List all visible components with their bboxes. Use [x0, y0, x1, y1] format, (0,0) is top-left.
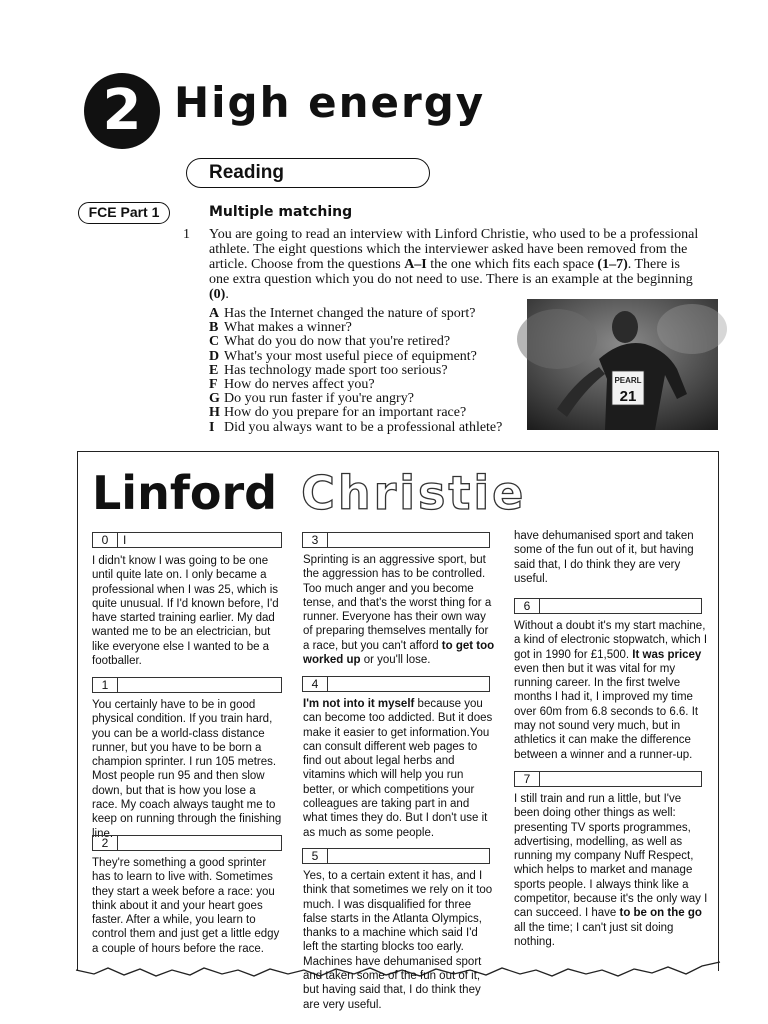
question-letter: I: [209, 419, 215, 435]
gap-box-4[interactable]: [302, 676, 490, 692]
question-list: [209, 307, 529, 435]
question-item: [209, 321, 529, 335]
article-paragraph-5-continued: have dehumanised sport and taken some of the fun out of it, but having said that, I do think they are very useful.: [514, 530, 694, 585]
article-paragraph-1: You certainly have to be in good physical condition. If you train hard, you can be a world-class distance runner, but you have to be born a champion sprinter. I run 105 metres. Most people run 95 and then slow down, but that is how you lose a race. My coach always taught me to keep on running through the finishing line.: [92, 699, 282, 840]
question-item: [209, 335, 529, 349]
article-headline: [92, 466, 527, 520]
question-item: [209, 378, 529, 392]
question-letter: G: [209, 391, 220, 407]
question-letter: E: [209, 362, 219, 378]
question-item: [209, 421, 529, 435]
paragraph-text: I still train and run a little, but I've been doing other things as well: presenting TV sports programmes, advertising, modelling, as well as running my company Nuff Respect, which helps to market and manage sports people. I always think like a competitor, because it's the only way I can succeed. I have: [514, 793, 708, 920]
article-paragraph-2: They're something a good sprinter has to learn to live with. Sometimes they start a week before a race: you think about it and your heart goes faster. After a while, you learn to control them and just get a little edgy a couple of hours before the race.: [92, 857, 280, 955]
gap-number: 1: [93, 678, 118, 692]
paragraph-bold-phrase: to get too worked up: [303, 639, 495, 667]
instructions-example: (0): [209, 287, 226, 302]
question-item: [209, 406, 529, 420]
gap-box-1[interactable]: [92, 677, 282, 693]
article-paragraph-3: [303, 553, 495, 667]
paragraph-bold-phrase: to be on the go: [619, 907, 702, 920]
unit-title: High energy: [174, 78, 486, 127]
question-letter: A: [209, 306, 220, 321]
gap-number: 2: [93, 836, 118, 850]
question-item: [209, 350, 529, 364]
gap-number: 3: [303, 533, 328, 547]
question-letter: C: [209, 334, 220, 350]
exam-part-label: FCE Part 1: [78, 202, 170, 224]
paragraph-text: because you can become too addicted. But it does make it easier to get information.You can consult different web pages to find out about legal herbs and vitamins which will help you run better, or which competitions your colleagues are taking part in and what times they do. But I don't use it as much as some people.: [303, 698, 493, 839]
question-text: Has the Internet changed the nature of sport?: [224, 306, 476, 321]
section-label-reading: Reading: [186, 158, 430, 188]
question-text: What makes a winner?: [224, 320, 352, 336]
task-title: Multiple matching: [209, 204, 353, 220]
question-text: Did you always want to be a professional athlete?: [224, 419, 503, 435]
paragraph-text: Sprinting is an aggressive sport, but the aggression has to be controlled. Too much anger and you become tense, and that's the worst thing for a runner. Everyone has their own way of preparing themselves mentally for a race, but you can't afford: [303, 554, 492, 652]
paragraph-text: or you'll lose.: [360, 654, 431, 667]
question-item: [209, 392, 529, 406]
question-letter: B: [209, 320, 219, 336]
article-paragraph-4: [303, 697, 495, 840]
article-paragraph-6: [514, 619, 709, 762]
bib-brand: PEARL: [614, 376, 642, 385]
instructions-part: .: [225, 287, 229, 302]
gap-number: 5: [303, 849, 328, 863]
unit-number-badge: [84, 73, 160, 149]
gap-box-2[interactable]: [92, 835, 282, 851]
question-text: How do you prepare for an important race?: [224, 405, 467, 421]
exercise-number: 1: [183, 227, 190, 242]
article-paragraph-5: Yes, to a certain extent it has, and I think that sometimes we rely on it too much. I was disqualified for three false starts in the Atlanta Olympics, thanks to a machine which said I'd left the starting blocks too early. Machines have dehumanised sport and taken some of the fun out of it, but having said that, I do think they are very useful.: [303, 870, 493, 1011]
question-letter: H: [209, 405, 220, 421]
task-instructions: [209, 227, 699, 302]
instructions-gaps: (1–7): [597, 257, 628, 272]
instructions-part: You are going to read an interview with Linford Christie, who used to be a professional athlete. The eight questions which the interviewer asked have been removed from the article. Choose from the questions: [209, 227, 699, 272]
question-text: How do nerves affect you?: [224, 377, 375, 393]
paragraph-text: even then but it was vital for my running career. In the first twelve months I had it, I improved my time over 60m from 6.8 seconds to 6.6. It may not sound very much, but in athletics it can make the difference between a winner and a runner-up.: [514, 662, 699, 761]
gap-number: 6: [515, 599, 540, 613]
paragraph-text: all the time; I can't just sit doing nothing.: [514, 921, 674, 948]
headline-last-name: Christie: [301, 466, 527, 520]
gap-answer: I: [123, 533, 127, 547]
gap-number: 0: [93, 533, 118, 547]
article-paragraph-7: [514, 792, 709, 949]
question-text: Has technology made sport too serious?: [224, 362, 448, 378]
gap-box-7[interactable]: [514, 771, 702, 787]
gap-box-3[interactable]: [302, 532, 490, 548]
question-text: Do you run faster if you're angry?: [224, 391, 414, 407]
instructions-range: A–I: [404, 257, 427, 272]
paragraph-bold-phrase: I'm not into it myself: [303, 698, 415, 710]
question-text: What do you do now that you're retired?: [224, 334, 451, 350]
paragraph-text: Without a doubt it's my start machine, a kind of electronic stopwatch, which I got in 1990 for £1,500.: [514, 620, 708, 661]
gap-number: 4: [303, 677, 328, 691]
question-letter: F: [209, 377, 218, 393]
bib-number: 21: [619, 388, 637, 405]
gap-box-6[interactable]: [514, 598, 702, 614]
question-item: [209, 307, 529, 321]
gap-box-0[interactable]: [92, 532, 282, 548]
instructions-part: . There is one extra question which you do not need to use. There is an example at the beginning: [209, 257, 693, 287]
question-text: What's your most useful piece of equipment?: [224, 348, 477, 364]
athlete-photo: [527, 299, 718, 430]
article-paragraph-0: I didn't know I was going to be one until quite late on. I only became a professional when I was 25, which is quite unusual. If I'd known before, I'd have started training earlier. My dad wanted me to be an electrician, but like everyone else I wanted to be a footballer.: [92, 555, 279, 668]
instructions-part: the one which fits each space: [426, 257, 598, 272]
headline-first-name: Linford: [92, 466, 278, 520]
unit-number: 2: [102, 78, 142, 143]
paragraph-bold-phrase: It was pricey: [632, 648, 702, 661]
gap-number: 7: [515, 772, 540, 786]
question-letter: D: [209, 348, 220, 364]
question-item: [209, 364, 529, 378]
gap-box-5[interactable]: [302, 848, 490, 864]
